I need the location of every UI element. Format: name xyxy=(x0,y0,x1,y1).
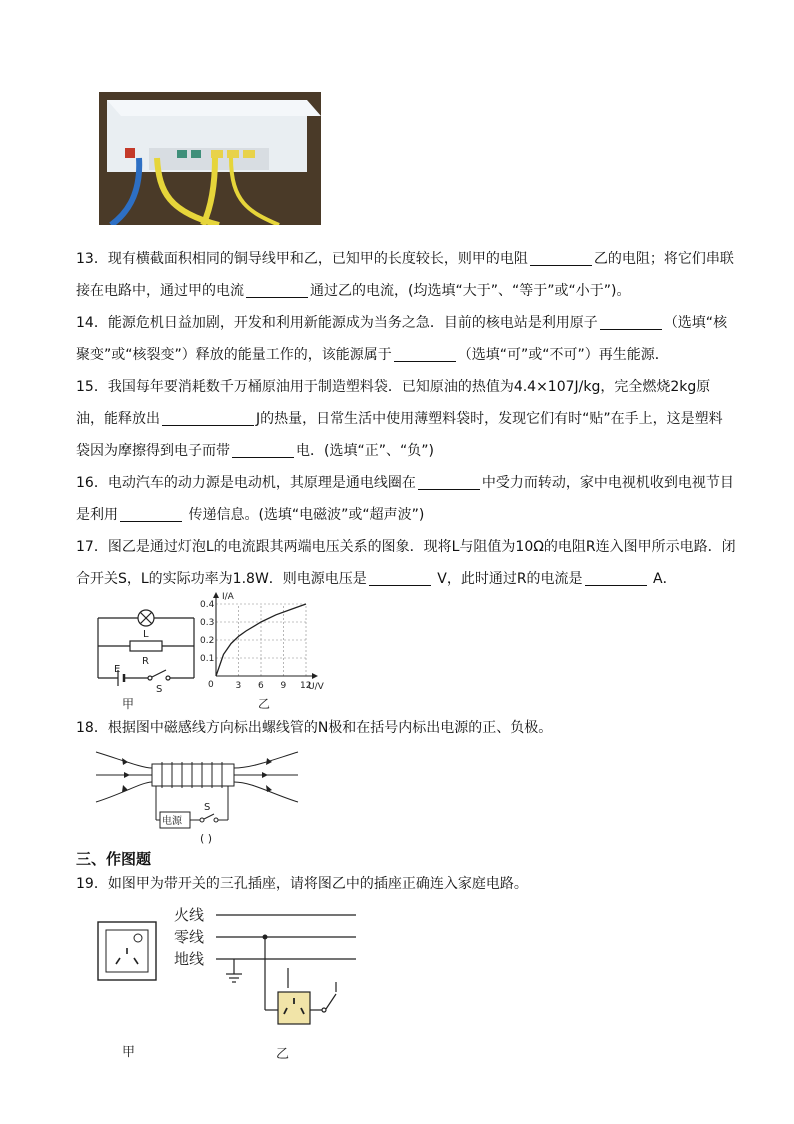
x-tick-label: 9 xyxy=(280,681,287,691)
question-19: 19．如图甲为带开关的三孔插座，请将图乙中的插座正确连入家庭电路。 xyxy=(76,876,528,892)
fire-wire-label: 火线 xyxy=(174,906,205,924)
answer-blank[interactable] xyxy=(600,313,662,330)
y-tick-label: 0.2 xyxy=(200,636,215,646)
router-photo xyxy=(99,92,321,225)
label-yi: 乙 xyxy=(276,1047,290,1062)
ground-wire-label: 地线 xyxy=(174,950,205,968)
answer-blank[interactable] xyxy=(530,249,592,266)
solenoid-diagram xyxy=(92,740,302,848)
x-tick-label: 6 xyxy=(258,681,264,691)
answer-blank[interactable] xyxy=(246,281,308,298)
answer-blank[interactable] xyxy=(120,505,182,522)
x-axis-label: U/V xyxy=(308,682,324,692)
label-jia: 甲 xyxy=(122,1045,136,1060)
label-yi: 乙 xyxy=(258,697,271,711)
y-axis-label: I/A xyxy=(222,592,234,602)
section-title: 三、作图题 xyxy=(76,850,152,868)
y-tick-label: 0.4 xyxy=(200,600,215,610)
answer-blank[interactable] xyxy=(369,569,431,586)
answer-parentheses[interactable]: ( ) xyxy=(200,832,213,845)
origin-label: 0 xyxy=(208,680,214,690)
circuit-diagram-jia xyxy=(92,600,202,712)
label-S: S xyxy=(156,684,163,695)
switch-label: S xyxy=(204,802,211,813)
socket-figure-jia xyxy=(96,920,160,1064)
label-L: L xyxy=(143,629,149,640)
power-source-label: 电源 xyxy=(162,816,182,827)
question-15: 15．我国每年要消耗数千万桶原油用于制造塑料袋．已知原油的热值为4.4×107J/kg，完全燃烧2kg原油，能释放出 J的热量，日常生活中使用薄塑料袋时，发现它们有时“贴”在手上，这是塑料袋因为摩擦得到电子而带 电．(选填“正”、“负”) xyxy=(76,379,723,459)
answer-blank[interactable] xyxy=(585,569,647,586)
question-18: 18．根据图中磁感线方向标出螺线管的N极和在括号内标出电源的正、负极。 xyxy=(76,720,553,736)
x-tick-label: 3 xyxy=(235,681,242,691)
question-14: 14．能源危机日益加剧，开发和利用新能源成为当务之急．目前的核电站是利用原子 （选填“核聚变”或“核裂变”）释放的能量工作的，该能源属于 （选填“可”或“不可”）再生能源． xyxy=(76,315,728,363)
answer-blank[interactable] xyxy=(394,345,456,362)
y-tick-label: 0.1 xyxy=(200,654,215,664)
answer-blank[interactable] xyxy=(418,473,480,490)
question-17: 17．图乙是通过灯泡L的电流跟其两端电压关系的图象．现将L与阻值为10Ω的电阻R连入图甲所示电路．闭合开关S，L的实际功率为1.8W．则电源电压是 V，此时通过R的电流是 A． xyxy=(76,539,736,587)
label-E: E xyxy=(114,664,121,675)
x-tick-label: 12 xyxy=(300,681,312,691)
label-jia: 甲 xyxy=(122,697,135,711)
question-16: 16．电动汽车的动力源是电动机，其原理是通电线圈在 中受力而转动，家中电视机收到电视节目是利用 传递信息。(选填“电磁波”或“超声波”) xyxy=(76,475,734,523)
question-13: 13．现有横截面积相同的铜导线甲和乙，已知甲的长度较长，则甲的电阻 乙的电阻；将它们串联接在电路中，通过甲的电流 通过乙的电流，(均选填“大于”、“等于”或“小于”)。 xyxy=(76,251,734,299)
label-R: R xyxy=(142,656,149,667)
wiring-figure-yi xyxy=(170,900,362,1064)
neutral-wire-label: 零线 xyxy=(174,928,205,946)
answer-blank[interactable] xyxy=(232,441,294,458)
y-tick-label: 0.3 xyxy=(200,618,215,628)
answer-blank[interactable] xyxy=(162,409,254,426)
iu-graph-yi xyxy=(200,590,330,712)
